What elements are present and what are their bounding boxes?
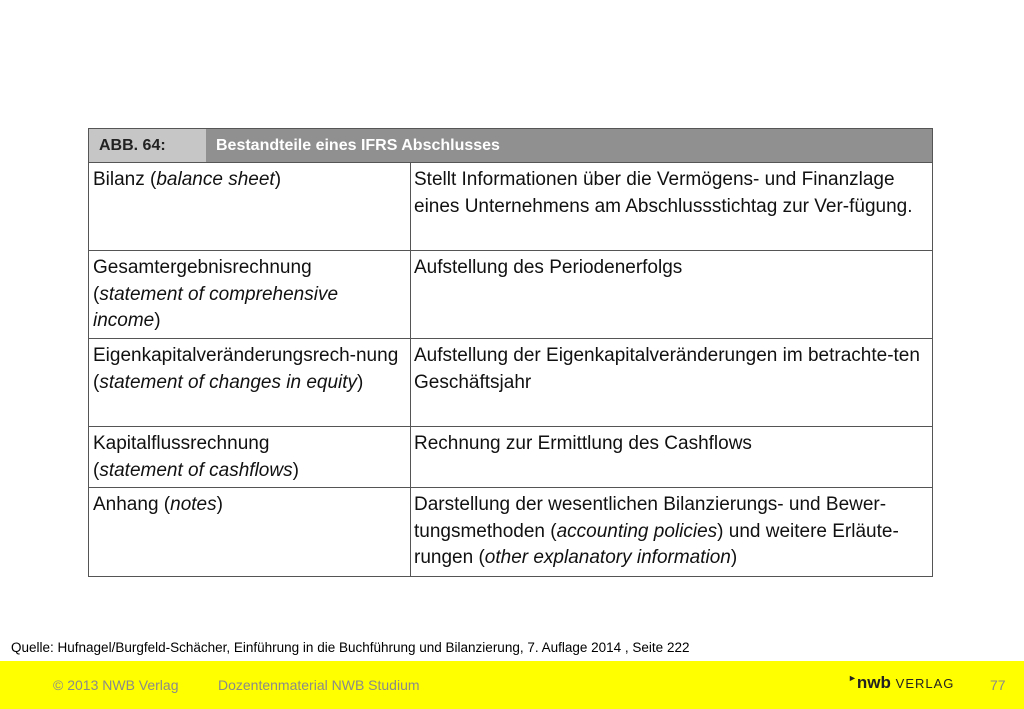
nwb-logo [848,673,954,693]
term-de: Anhang [93,494,159,515]
page-number: 77 [990,677,1006,693]
row-desc: Aufstellung der Eigenkapitalveränderungen im betrachte-ten Geschäftsjahr [414,345,920,393]
table-row [89,338,932,426]
source-citation: Quelle: Hufnagel/Burgfeld-Schächer, Einführung in die Buchführung und Bilanzierung, 7. Auflage 2014 , Seite 222 [11,640,690,655]
row-term: Gesamtergebnisrechnung (statement of comprehensive income) [93,257,339,331]
term-de: Bilanz [93,169,145,190]
table-title: Bestandteile eines IFRS Abschlusses [216,137,500,154]
table-row [89,162,932,250]
row-desc: Rechnung zur Ermittlung des Cashflows [414,433,752,454]
desc-part: ) [730,547,738,568]
row-term: Kapitalflussrechnung (statement of cashflows) [93,433,299,481]
figure-label: ABB. 64: [89,129,206,162]
term-en: notes [170,494,217,515]
logo-arrow-icon: ► [848,673,857,683]
term-en: statement of cashflows [99,459,293,481]
desc-italic: other explanatory information [484,547,731,568]
row-desc [414,488,926,572]
row-desc: Aufstellung des Periodenerfolgs [414,257,683,278]
term-en: statement of comprehensive income [93,283,339,331]
logo-verlag: VERLAG [895,676,955,691]
table-row [89,426,932,487]
desc-part: Darstellung der wesentlichen Bilanzierungs- und Bewer-tungsmethoden ( [414,494,887,542]
term-en: statement of changes in equity [99,371,358,393]
row-term: Eigenkapitalveränderungsrech-nung (statement of changes in equity) [93,345,399,393]
row-term: Bilanz (balance sheet) [93,169,282,190]
footer-material: Dozentenmaterial NWB Studium [218,677,420,693]
term-de: Eigenkapitalveränderungsrech-nung [93,345,399,366]
footer-bar [0,661,1024,709]
term-de: Gesamtergebnisrechnung [93,257,312,278]
logo-nwb: nwb [856,673,891,692]
desc-part: ) und weitere Erläute-rungen ( [414,520,899,568]
table-header [89,129,932,162]
row-term: Anhang (notes) [93,494,223,515]
desc-italic: accounting policies [556,520,718,542]
row-desc: Stellt Informationen über die Vermögens- und Finanzlage eines Unternehmens am Abschlussstichtag zur Ver-fügung. [414,169,913,217]
table-row [89,487,932,576]
term-en: balance sheet [156,169,275,190]
term-de: Kapitalflussrechnung [93,433,270,454]
table-row [89,250,932,338]
footer-copyright: © 2013 NWB Verlag [53,677,179,693]
ifrs-table [88,128,933,577]
